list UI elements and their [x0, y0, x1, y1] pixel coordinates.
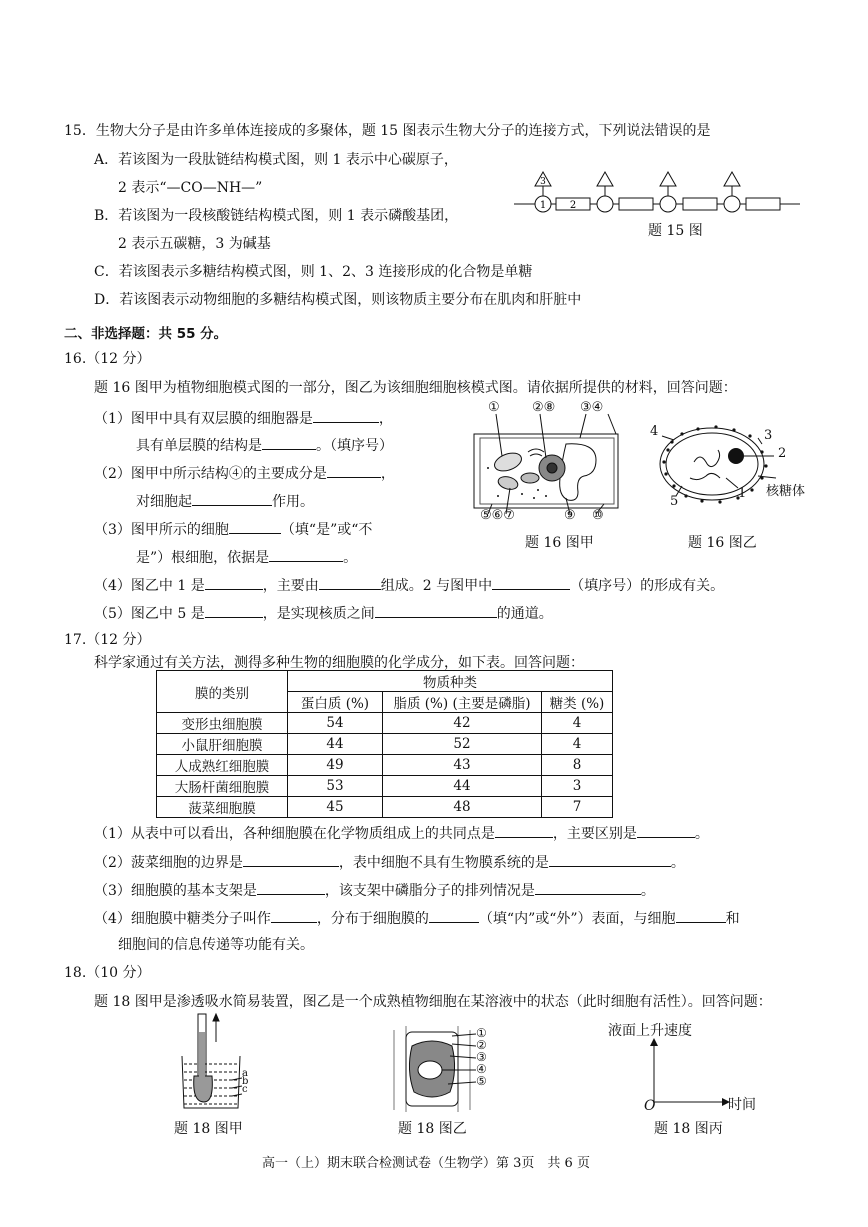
q18-intro: 题 18 图甲是渗透吸水简易装置，图乙是一个成熟植物细胞在某溶液中的状态（此时细胞有活性）。回答问题： — [94, 994, 772, 1010]
answer-blank[interactable] — [269, 546, 343, 562]
q17-part4: （4）细胞膜中糖类分子叫作 ，分布于细胞膜的 （填“内”或“外”）表面，与细胞 和 — [94, 907, 740, 929]
q18-figb-label-2: ② — [476, 1038, 487, 1052]
membrane-composition-table — [156, 670, 613, 818]
q17-part2: （2）菠菜细胞的边界是 ，表中细胞不具有生物膜系统的是 。 — [94, 851, 685, 873]
answer-blank[interactable] — [262, 434, 316, 450]
q16-part4: （4）图乙中 1 是 ，主要由 组成。2 与图甲中 （填序号）的形成有关。 — [94, 574, 724, 596]
q15-option-c: C．若该图表示多糖结构模式图，则 1、2、3 连接形成的化合物是单糖 — [94, 264, 533, 280]
q16-part1a: （1）图甲中具有双层膜的细胞器是 ， — [94, 407, 393, 429]
q16-part5: （5）图乙中 5 是 ，是实现核质之间 的通道。 — [94, 602, 553, 624]
table-header-membrane-type: 膜的类别 — [157, 671, 288, 713]
q16-figure-a-plant-cell — [468, 400, 628, 524]
page-footer: 高一（上）期末联合检测试卷（生物学）第 3页 共 6 页 — [262, 1156, 590, 1171]
q18-figb-label-5: ⑤ — [476, 1074, 487, 1088]
q16-figb-ribosome-label: 核糖体 — [766, 484, 806, 499]
answer-blank[interactable] — [637, 822, 695, 838]
q15-label-2: 2 — [569, 200, 577, 211]
answer-blank[interactable] — [229, 518, 281, 534]
q16-part2a: （2）图甲中所示结构④的主要成分是 ， — [94, 462, 395, 484]
answer-blank[interactable] — [192, 490, 272, 506]
answer-blank[interactable] — [319, 574, 381, 590]
q18-figa-label-a: a — [242, 1068, 248, 1079]
answer-blank[interactable] — [271, 907, 317, 923]
q16-figure-a-caption: 题 16 图甲 — [525, 535, 594, 551]
q15-option-b-line2: 2 表示五碳糖，3 为碱基 — [118, 236, 271, 252]
q16-figa-label-2-8: ②⑧ — [532, 400, 556, 415]
q18-figb-label-3: ③ — [476, 1050, 487, 1064]
q18-figure-b-caption: 题 18 图乙 — [398, 1121, 467, 1137]
answer-blank[interactable] — [205, 602, 263, 618]
q18-figc-origin-label: O — [644, 1098, 656, 1114]
q16-figb-label-4: 4 — [650, 424, 659, 439]
q16-figa-label-9: ⑨ — [564, 508, 576, 523]
q16-intro: 题 16 图甲为植物细胞模式图的一部分，图乙为该细胞细胞核模式图。请依据所提供的材料，回答问题： — [94, 380, 737, 396]
answer-blank[interactable] — [492, 574, 570, 590]
answer-blank[interactable] — [375, 602, 497, 618]
q16-figure-b-caption: 题 16 图乙 — [688, 535, 757, 551]
answer-blank[interactable] — [429, 907, 479, 923]
answer-blank[interactable] — [205, 574, 263, 590]
q15-option-a-line2: 2 表示“—CO—NH—” — [118, 180, 263, 196]
q15-option-a-line1: A．若该图为一段肽链结构模式图，则 1 表示中心碳原子， — [94, 152, 458, 168]
answer-blank[interactable] — [535, 879, 641, 895]
q16-figa-label-3-4: ③④ — [580, 400, 604, 415]
q16-part3b: 是”）根细胞，依据是 。 — [136, 546, 357, 568]
q18-figa-label-b: b — [242, 1076, 249, 1087]
q18-figure-c-caption: 题 18 图丙 — [654, 1121, 723, 1137]
q17-heading: 17.（12 分） — [64, 632, 151, 648]
q18-figa-label-c: c — [242, 1084, 248, 1095]
table-header-protein: 蛋白质 (%) — [288, 692, 383, 713]
table-row: 变形虫细胞膜 54 42 4 — [157, 713, 613, 734]
answer-blank[interactable] — [327, 462, 381, 478]
q16-figb-label-5: 5 — [670, 494, 679, 509]
q15-label-3: 3 — [540, 177, 546, 187]
q18-figc-y-axis-label: 液面上升速度 — [608, 1023, 692, 1039]
q16-part1b: 具有单层膜的结构是 。（填序号） — [136, 434, 393, 456]
q18-figure-a-caption: 题 18 图甲 — [174, 1121, 243, 1137]
q16-figb-label-1: 1 — [738, 486, 747, 501]
q16-figure-b-nucleus — [646, 422, 836, 512]
q17-part4-continued: 细胞间的信息传递等功能有关。 — [118, 937, 314, 953]
q16-figa-label-10: ⑩ — [592, 508, 604, 523]
q15-option-b-line1: B．若该图为一段核酸链结构模式图，则 1 表示磷酸基团， — [94, 208, 459, 224]
table-row: 小鼠肝细胞膜 44 52 4 — [157, 734, 613, 755]
table-header-group: 物质种类 — [288, 671, 613, 692]
q16-heading: 16.（12 分） — [64, 351, 151, 367]
answer-blank[interactable] — [313, 407, 379, 423]
table-row: 菠菜细胞膜 45 48 7 — [157, 797, 613, 818]
q16-figb-label-3: 3 — [764, 428, 773, 443]
answer-blank[interactable] — [676, 907, 726, 923]
answer-blank[interactable] — [495, 822, 553, 838]
q18-figc-x-axis-label: 时间 — [728, 1097, 756, 1113]
q16-figa-label-1: ① — [488, 400, 500, 415]
table-header-lipid: 脂质 (%) (主要是磷脂) — [383, 692, 542, 713]
q18-figb-label-1: ① — [476, 1026, 487, 1040]
q18-figb-label-4: ④ — [476, 1062, 487, 1076]
answer-blank[interactable] — [257, 879, 325, 895]
table-row: 大肠杆菌细胞膜 53 44 3 — [157, 776, 613, 797]
q16-part3a: （3）图甲所示的细胞 （填“是”或“不 — [94, 518, 372, 540]
q17-intro: 科学家通过有关方法，测得多种生物的细胞膜的化学成分，如下表。回答问题： — [94, 655, 584, 671]
section-2-heading: 二、非选择题：共 55 分。 — [64, 326, 228, 342]
q18-figure-a-osmosis-apparatus — [176, 1012, 256, 1112]
q15-option-d: D．若该图表示动物细胞的多糖结构模式图，则该物质主要分布在肌肉和肝脏中 — [94, 292, 582, 308]
q15-chain-figure — [512, 168, 802, 218]
q16-figa-label-5-6-7: ⑤⑥⑦ — [480, 508, 515, 523]
table-header-sugar: 糖类 (%) — [542, 692, 613, 713]
q16-figb-label-2: 2 — [778, 446, 787, 461]
q15-label-1: 1 — [539, 200, 547, 211]
q15-stem: 15．生物大分子是由许多单体连接成的多聚体，题 15 图表示生物大分子的连接方式，下列说法错误的是 — [64, 123, 711, 139]
answer-blank[interactable] — [243, 851, 339, 867]
table-row: 人成熟红细胞膜 49 43 8 — [157, 755, 613, 776]
answer-blank[interactable] — [549, 851, 671, 867]
q17-part1: （1）从表中可以看出，各种细胞膜在化学物质组成上的共同点是 ，主要区别是 。 — [94, 822, 709, 844]
q16-part2b: 对细胞起 作用。 — [136, 490, 314, 512]
q18-heading: 18.（10 分） — [64, 965, 151, 981]
q18-figure-b-plant-cell — [388, 1026, 492, 1112]
q15-caption: 题 15 图 — [648, 223, 703, 239]
q17-part3: （3）细胞膜的基本支架是 ，该支架中磷脂分子的排列情况是 。 — [94, 879, 655, 901]
